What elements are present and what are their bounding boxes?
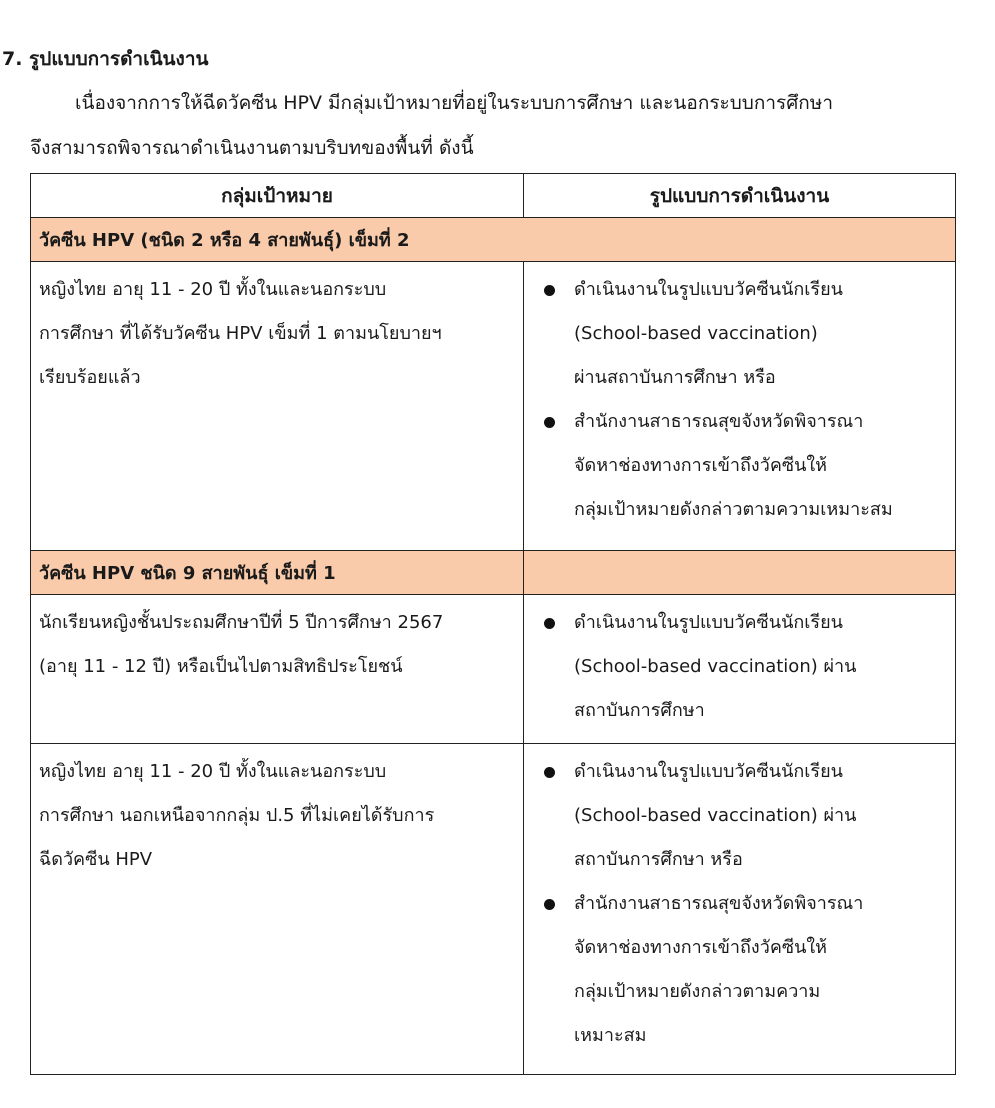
header-target-group: กลุ่มเป้าหมาย — [31, 174, 524, 218]
section-title: วัคซีน HPV ชนิด 9 สายพันธุ์ เข็มที่ 1 — [31, 551, 524, 595]
mode-list — [544, 268, 949, 532]
mode-cell — [524, 262, 956, 551]
mode-line: (School-based vaccination) ผ่าน — [574, 805, 857, 826]
target-line: การศึกษา นอกเหนือจากกลุ่ม ป.5 ที่ไม่เคยได้รับการ — [39, 805, 435, 826]
list-item — [544, 601, 949, 733]
target-cell — [31, 595, 524, 744]
mode-line: (School-based vaccination) ผ่าน — [574, 656, 857, 677]
table-row — [31, 595, 956, 744]
table-row — [31, 262, 956, 551]
mode-line: ดำเนินงานในรูปแบบวัคซีนนักเรียน — [574, 612, 843, 633]
table-header-row — [31, 174, 956, 218]
target-line: (อายุ 11 - 12 ปี) หรือเป็นไปตามสิทธิประโยชน์ — [39, 656, 403, 677]
bullet-icon — [544, 899, 555, 910]
operations-table — [30, 173, 956, 1075]
mode-line: ดำเนินงานในรูปแบบวัคซีนนักเรียน — [574, 761, 843, 782]
mode-line: สถาบันการศึกษา หรือ — [574, 849, 743, 870]
section-row — [31, 218, 956, 262]
target-line: ฉีดวัคซีน HPV — [39, 849, 153, 870]
table-row — [31, 744, 956, 1075]
list-item — [544, 750, 949, 882]
mode-line: (School-based vaccination) — [574, 323, 818, 344]
bullet-icon — [544, 618, 555, 629]
target-line: หญิงไทย อายุ 11 - 20 ปี ทั้งในและนอกระบบ — [39, 761, 387, 782]
mode-line: เหมาะสม — [574, 1025, 647, 1046]
mode-line: สำนักงานสาธารณสุขจังหวัดพิจารณา — [574, 893, 864, 914]
mode-cell — [524, 744, 956, 1075]
mode-list — [544, 601, 949, 733]
section-empty-cell — [524, 551, 956, 595]
mode-line: ดำเนินงานในรูปแบบวัคซีนนักเรียน — [574, 279, 843, 300]
target-cell — [31, 262, 524, 551]
bullet-icon — [544, 417, 555, 428]
section-title: วัคซีน HPV (ชนิด 2 หรือ 4 สายพันธุ์) เข็มที่ 2 — [31, 218, 956, 262]
mode-line: สถาบันการศึกษา — [574, 700, 705, 721]
header-operation-mode: รูปแบบการดำเนินงาน — [524, 174, 956, 218]
target-cell — [31, 744, 524, 1075]
mode-line: จัดหาช่องทางการเข้าถึงวัคซีนให้ — [574, 937, 828, 958]
target-line: เรียบร้อยแล้ว — [39, 367, 141, 388]
list-item — [544, 268, 949, 400]
mode-cell — [524, 595, 956, 744]
list-item — [544, 882, 949, 1058]
mode-line: จัดหาช่องทางการเข้าถึงวัคซีนให้ — [574, 455, 828, 476]
mode-list — [544, 750, 949, 1058]
bullet-icon — [544, 767, 555, 778]
mode-line: ผ่านสถาบันการศึกษา หรือ — [574, 367, 776, 388]
bullet-icon — [544, 285, 555, 296]
target-line: นักเรียนหญิงชั้นประถมศึกษาปีที่ 5 ปีการศึกษา 2567 — [39, 612, 444, 633]
mode-line: กลุ่มเป้าหมายดังกล่าวตามความ — [574, 981, 821, 1002]
target-line: หญิงไทย อายุ 11 - 20 ปี ทั้งในและนอกระบบ — [39, 279, 387, 300]
section-heading: 7. รูปแบบการดำเนินงาน — [2, 48, 209, 70]
mode-line: กลุ่มเป้าหมายดังกล่าวตามความเหมาะสม — [574, 499, 893, 520]
section-row — [31, 551, 956, 595]
intro-line-1: เนื่องจากการให้ฉีดวัคซีน HPV มีกลุ่มเป้าหมายที่อยู่ในระบบการศึกษา และนอกระบบการศึกษา — [75, 92, 833, 114]
target-line: การศึกษา ที่ได้รับวัคซีน HPV เข็มที่ 1 ตามนโยบายฯ — [39, 323, 442, 344]
intro-line-2: จึงสามารถพิจารณาดำเนินงานตามบริบทของพื้นที่ ดังนี้ — [30, 137, 474, 159]
mode-line: สำนักงานสาธารณสุขจังหวัดพิจารณา — [574, 411, 864, 432]
list-item — [544, 400, 949, 532]
